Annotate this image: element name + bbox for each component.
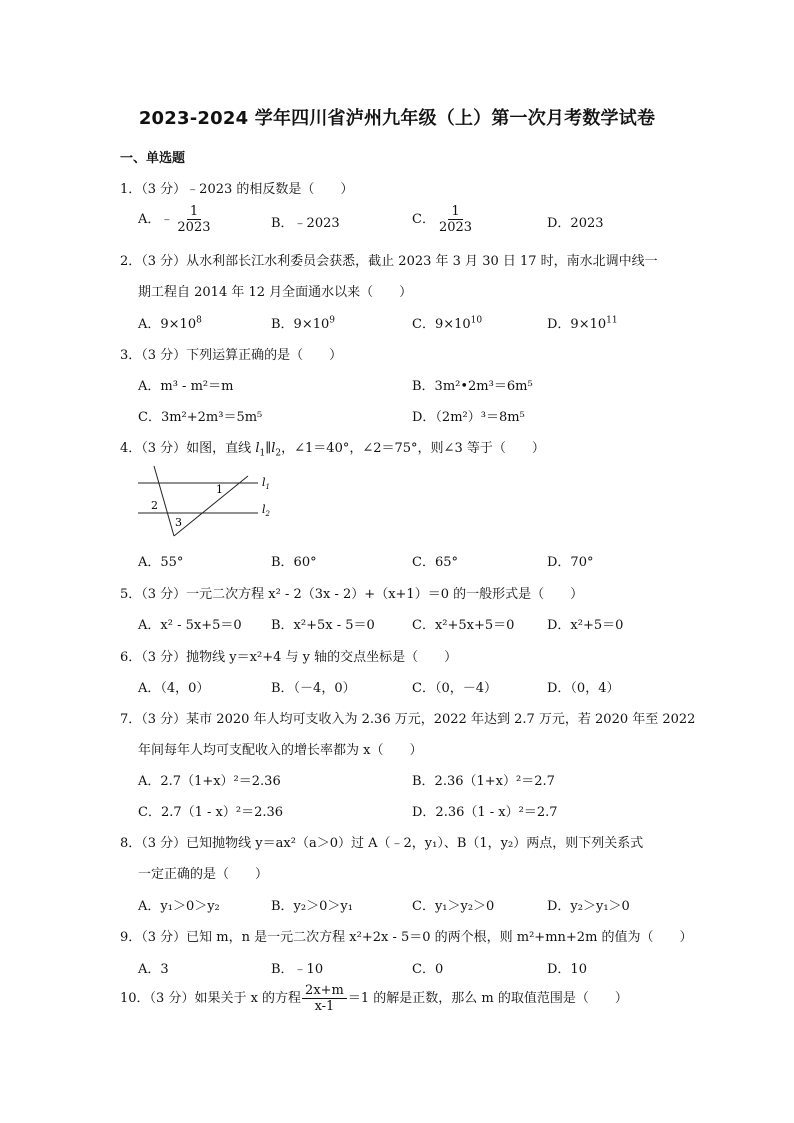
q7-option-c: C．2.7（1 - x）²＝2.36 bbox=[138, 805, 284, 820]
q4-option-a: A．55° bbox=[138, 555, 184, 570]
q2-option-b: B．$9\times 10^9$ bbox=[271, 315, 335, 332]
q3-option-b: B．3m²•2m³＝6m⁵ bbox=[412, 379, 533, 394]
q4-option-d: D．70° bbox=[547, 555, 594, 570]
q5-option-a: A．x² - 5x+5＝0 bbox=[138, 618, 242, 633]
question-9-stem: 9．（3 分）已知 m，n 是一元二次方程 x²+2x - 5＝0 的两个根，则 m²+mn+2m 的值为（ ） bbox=[120, 930, 693, 945]
q4-option-c: C．65° bbox=[412, 555, 458, 570]
question-4-stem: 4．（3 分）如图，直线 $l_1\parallel l_2$，∠1＝40°，∠2＝75°，则∠3 等于（ ） bbox=[120, 441, 545, 459]
q3-option-d: D．（2m²）³＝8m⁵ bbox=[412, 410, 525, 425]
q1-option-c: C． $\frac{1}{2023}$ bbox=[412, 204, 473, 235]
q5-option-b: B．x²+5x - 5＝0 bbox=[271, 618, 375, 633]
label-l1: $l_1$ bbox=[262, 476, 270, 491]
transversal-right bbox=[174, 476, 248, 536]
question-6-stem: 6．（3 分）抛物线 y＝x²+4 与 y 轴的交点坐标是（ ） bbox=[120, 650, 458, 665]
q8-option-c: C．y₁＞y₂＞0 bbox=[412, 899, 495, 914]
q3-option-a: A．m³ - m²＝m bbox=[138, 379, 234, 394]
q7-option-b: B．2.36（1+x）²＝2.7 bbox=[412, 774, 555, 789]
parallel-lines-figure bbox=[136, 462, 286, 542]
q4-option-b: B．60° bbox=[271, 555, 317, 570]
angle-1-label: 1 bbox=[216, 483, 223, 496]
question-7-line-1: 7．（3 分）某市 2020 年人均可支收入为 2.36 万元，2022 年达到 2.7 万元，若 2020 年至 2022 bbox=[120, 712, 696, 727]
question-7-line-2: 年间每年人均可支配收入的增长率都为 x（ ） bbox=[138, 743, 423, 758]
section-heading: 一、单选题 bbox=[120, 151, 186, 166]
label-l2: $l_2$ bbox=[262, 503, 270, 518]
q1-option-a: A．﹣ $\frac{1}{2023}$ bbox=[138, 204, 211, 235]
q2-option-a: A．$9\times 10^8$ bbox=[138, 315, 202, 332]
q2-option-d: D．$9\times 10^{11}$ bbox=[547, 315, 618, 332]
q5-option-c: C．x²+5x+5＝0 bbox=[412, 618, 515, 633]
q6-option-d: D．（0，4） bbox=[547, 681, 620, 696]
q6-option-c: C．（0，－4） bbox=[412, 681, 497, 696]
question-8-line-2: 一定正确的是（ ） bbox=[138, 867, 269, 882]
q6-option-a: A．（4，0） bbox=[138, 681, 210, 696]
question-1-stem: 1．（3 分）﹣2023 的相反数是（ ） bbox=[120, 182, 354, 197]
angle-3-label: 3 bbox=[175, 516, 182, 529]
question-10-stem: 10．（3 分）如果关于 x 的方程 $\frac{2x+m}{x-1}$ ＝1 的解是正数，那么 m 的取值范围是（ ） bbox=[120, 983, 628, 1014]
q9-option-d: D．10 bbox=[547, 962, 587, 977]
question-5-stem: 5．（3 分）一元二次方程 x² - 2（3x - 2）+（x+1）＝0 的一般形式是（ ） bbox=[120, 587, 584, 602]
question-2-line-1: 2．（3 分）从水利部长江水利委员会获悉，截止 2023 年 3 月 30 日 17 时，南水北调中线一 bbox=[120, 254, 658, 269]
question-2-line-2: 期工程自 2014 年 12 月全面通水以来（ ） bbox=[138, 285, 413, 300]
q9-option-a: A．3 bbox=[138, 962, 169, 977]
q8-option-a: A．y₁＞0＞y₂ bbox=[138, 899, 220, 914]
q5-option-d: D．x²+5＝0 bbox=[547, 618, 624, 633]
q7-option-d: D．2.36（1 - x）²＝2.7 bbox=[412, 805, 558, 820]
angle-2-label: 2 bbox=[151, 499, 158, 512]
page-title: 2023-2024 学年四川省泸州九年级（上）第一次月考数学试卷 bbox=[138, 108, 656, 129]
q7-option-a: A．2.7（1+x）²＝2.36 bbox=[138, 774, 281, 789]
q1-option-d: D．2023 bbox=[547, 216, 604, 231]
q9-option-c: C．0 bbox=[412, 962, 444, 977]
q6-option-b: B．（－4，0） bbox=[271, 681, 356, 696]
question-3-stem: 3．（3 分）下列运算正确的是（ ） bbox=[120, 348, 343, 363]
q9-option-b: B．﹣10 bbox=[271, 962, 324, 977]
q3-option-c: C．3m²+2m³＝5m⁵ bbox=[138, 410, 263, 425]
q2-option-c: C．$9\times 10^{10}$ bbox=[412, 315, 483, 332]
q8-option-d: D．y₂＞y₁＞0 bbox=[547, 899, 630, 914]
q8-option-b: B．y₂＞0＞y₁ bbox=[271, 899, 353, 914]
q1-option-b: B．﹣2023 bbox=[271, 216, 340, 231]
question-8-line-1: 8．（3 分）已知抛物线 y＝ax²（a＞0）过 A（﹣2，y₁）、B（1，y₂）两点，则下列关系式 bbox=[120, 836, 644, 851]
